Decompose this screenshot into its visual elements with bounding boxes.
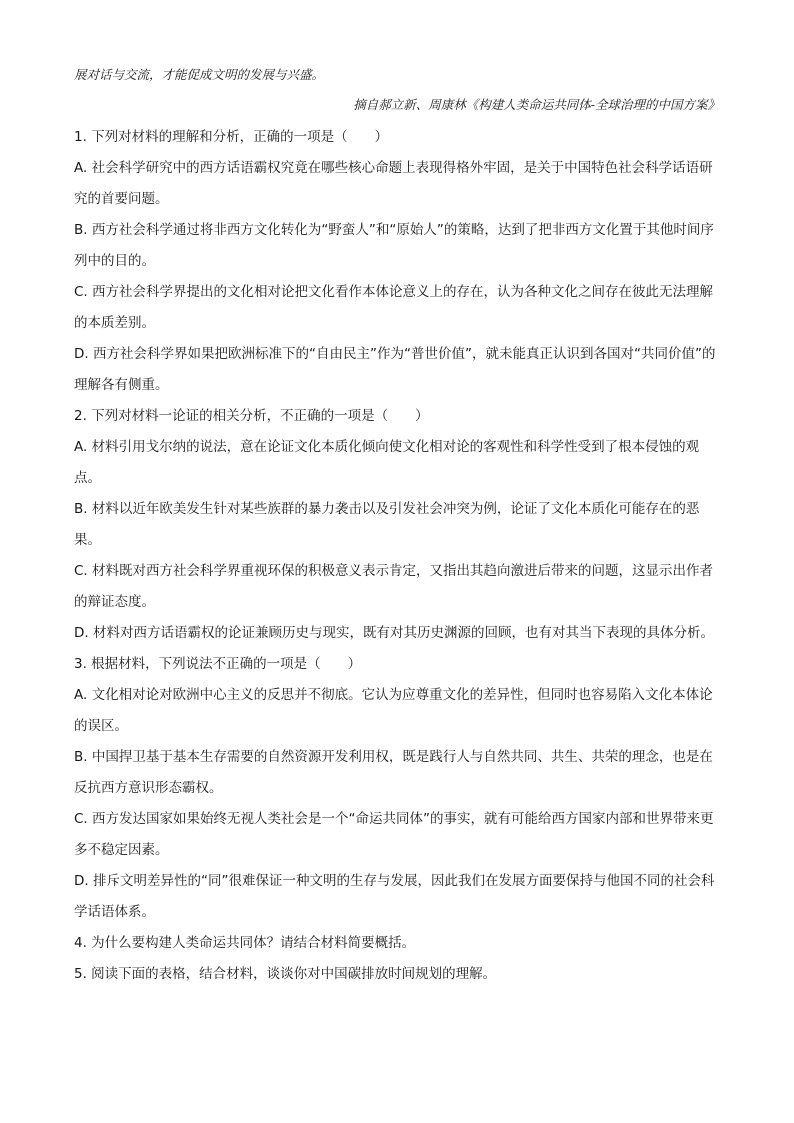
question-stem: 3. 根据材料，下列说法不正确的一项是（ ） (74, 656, 362, 672)
option-c: C. 西方社会科学界提出的文化相对论把文化看作本体论意义上的存在，认为各种文化之间存在彼此无法理解的本质差别。 (74, 284, 714, 331)
question-stem: 4. 为什么要构建人类命运共同体？请结合材料简要概括。 (74, 935, 416, 951)
option-a: A. 社会科学研究中的西方话语霸权究竟在哪些核心命题上表现得格外牢固，是关于中国特色社会科学话语研究的首要问题。 (74, 160, 713, 207)
question-stem: 2. 下列对材料一论证的相关分析，不正确的一项是（ ） (74, 408, 429, 424)
option-c: C. 材料既对西方社会科学界重视环保的积极意义表示肯定，又指出其趋向激进后带来的问题，这显示出作者的辩证态度。 (74, 563, 714, 610)
option-d: D. 西方社会科学界如果把欧洲标准下的“自由民主”作为“普世价值”，就未能真正认识到各国对“共同价值”的理解各有侧重。 (74, 346, 716, 393)
question-list (74, 122, 720, 990)
question-3 (74, 649, 720, 928)
question-5 (74, 959, 720, 990)
option-b: B. 中国捍卫基于基本生存需要的自然资源开发利用权，既是践行人与自然共同、共生、共荣的理念，也是在反抗西方意识形态霸权。 (74, 749, 713, 796)
option-a: A. 文化相对论对欧洲中心主义的反思并不彻底。它认为应尊重文化的差异性，但同时也容易陷入文化本体论的误区。 (74, 687, 713, 734)
question-1 (74, 122, 720, 401)
passage-closing-line: 展对话与交流，才能促成文明的发展与兴盛。 (74, 67, 325, 82)
question-2 (74, 401, 720, 649)
question-stem: 1. 下列对材料的理解和分析，正确的一项是（ ） (74, 129, 389, 145)
option-a: A. 材料引用戈尔纳的说法，意在论证文化本质化倾向使文化相对论的客观性和科学性受到了根本侵蚀的观点。 (74, 439, 700, 486)
option-d: D. 排斥文明差异性的“同”很难保证一种文明的生存与发展，因此我们在发展方面要保持与他国不同的社会科学话语体系。 (74, 873, 715, 920)
option-b: B. 材料以近年欧美发生针对某些族群的暴力袭击以及引发社会冲突为例，论证了文化本质化可能存在的恶果。 (74, 501, 700, 548)
passage-source: 摘自郝立新、周康林《构建人类命运共同体-全球治理的中国方案》 (353, 97, 720, 112)
question-stem: 5. 阅读下面的表格，结合材料，谈谈你对中国碳排放时间规划的理解。 (74, 966, 497, 982)
option-b: B. 西方社会科学通过将非西方文化转化为“野蛮人”和“原始人”的策略，达到了把非西方文化置于其他时间序列中的目的。 (74, 222, 714, 269)
question-4 (74, 928, 720, 959)
option-c: C. 西方发达国家如果始终无视人类社会是一个“命运共同体”的事实，就有可能给西方国家内部和世界带来更多不稳定因素。 (74, 811, 714, 858)
option-d: D. 材料对西方话语霸权的论证兼顾历史与现实，既有对其历史渊源的回顾，也有对其当下表现的具体分析。 (74, 625, 714, 641)
